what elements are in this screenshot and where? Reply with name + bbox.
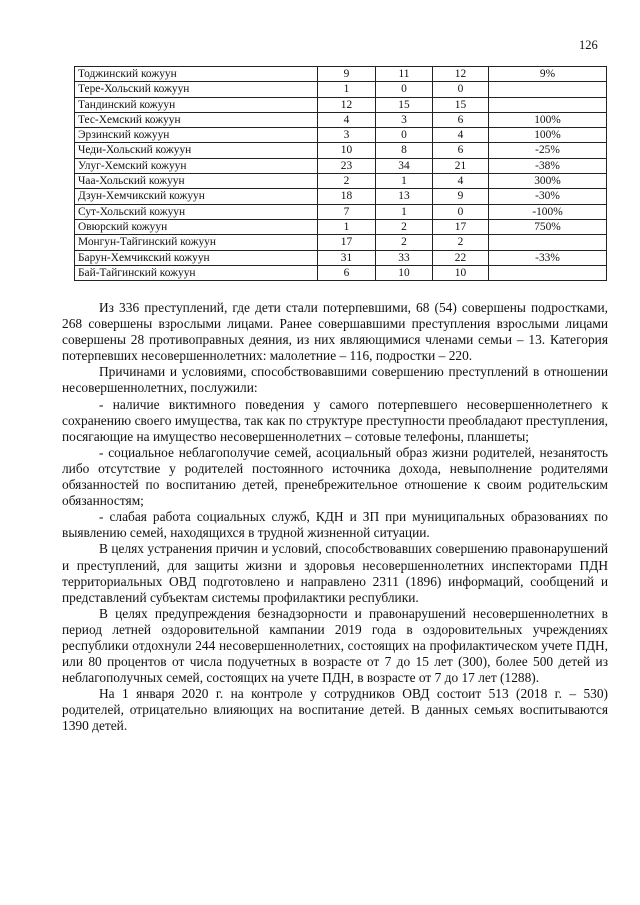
value-cell: 0 <box>433 204 489 219</box>
value-cell: 23 <box>318 158 376 173</box>
table-row <box>75 128 607 143</box>
value-cell: 31 <box>318 250 376 265</box>
district-statistics-table <box>74 66 607 281</box>
value-cell <box>489 82 607 97</box>
value-cell: 9 <box>318 67 376 82</box>
value-cell: -38% <box>489 158 607 173</box>
value-cell: 15 <box>376 97 433 112</box>
table-row <box>75 235 607 250</box>
value-cell: -33% <box>489 250 607 265</box>
value-cell: 6 <box>318 265 376 280</box>
district-name-cell: Улуг-Хемский кожуун <box>75 158 318 173</box>
value-cell: -100% <box>489 204 607 219</box>
district-name-cell: Барун-Хемчикский кожуун <box>75 250 318 265</box>
district-name-cell: Тоджинский кожуун <box>75 67 318 82</box>
paragraph: На 1 января 2020 г. на контроле у сотрудников ОВД состоит 513 (2018 г. – 530) родителей, отрицательно влияющих на воспитание детей. В данных семьях воспитываются 1390 детей. <box>62 686 608 734</box>
body-text <box>62 300 608 735</box>
value-cell: 2 <box>376 235 433 250</box>
district-name-cell: Тандинский кожуун <box>75 97 318 112</box>
value-cell: 0 <box>376 82 433 97</box>
table-row <box>75 265 607 280</box>
value-cell: 750% <box>489 219 607 234</box>
value-cell: 4 <box>318 112 376 127</box>
district-name-cell: Овюрский кожуун <box>75 219 318 234</box>
value-cell: 18 <box>318 189 376 204</box>
district-name-cell: Дзун-Хемчикский кожуун <box>75 189 318 204</box>
value-cell: 1 <box>318 82 376 97</box>
paragraph: Причинами и условиями, способствовавшими совершению преступлений в отношении несовершеннолетних, послужили: <box>62 364 608 396</box>
value-cell: 2 <box>433 235 489 250</box>
value-cell: 0 <box>376 128 433 143</box>
value-cell: 12 <box>433 67 489 82</box>
value-cell: 15 <box>433 97 489 112</box>
table-row <box>75 97 607 112</box>
value-cell: 9 <box>433 189 489 204</box>
value-cell <box>489 97 607 112</box>
value-cell: 3 <box>318 128 376 143</box>
table-row <box>75 189 607 204</box>
value-cell: 13 <box>376 189 433 204</box>
value-cell: 17 <box>433 219 489 234</box>
value-cell: 17 <box>318 235 376 250</box>
value-cell: 11 <box>376 67 433 82</box>
district-name-cell: Бай-Тайгинский кожуун <box>75 265 318 280</box>
paragraph: В целях предупреждения безнадзорности и правонарушений несовершеннолетних в период летней оздоровительной кампании 2019 года в оздоровительных учреждениях республики отдохнули 244 несовершеннолетних, состоящих на профилактическом учете ПДН, или 80 процентов от числа подучетных в возрасте от 7 до 15 лет (300), более 500 детей из неблагополучных семей, состоящих на учете ПДН, в возрасте от 7 до 17 лет (1288). <box>62 605 608 686</box>
value-cell: 33 <box>376 250 433 265</box>
value-cell <box>489 235 607 250</box>
table-row <box>75 250 607 265</box>
table-row <box>75 82 607 97</box>
page-number: 126 <box>579 38 598 52</box>
table-row <box>75 143 607 158</box>
value-cell: 100% <box>489 112 607 127</box>
table-row <box>75 219 607 234</box>
value-cell: 3 <box>376 112 433 127</box>
table-row <box>75 112 607 127</box>
paragraph: Из 336 преступлений, где дети стали потерпевшими, 68 (54) совершены подростками, 268 совершены взрослыми лицами. Ранее совершавшими преступления взрослыми лицами совершены 28 противоправных деяния, из них являющимися членами семьи – 13. Категория потерпевших несовершеннолетних: малолетние – 116, подростки – 220. <box>62 300 608 364</box>
paragraph: - наличие виктимного поведения у самого потерпевшего несовершеннолетнего к сохранению своего имущества, так как по структуре преступности преобладают преступления, посягающие на имущество несовершеннолетних – сотовые телефоны, планшеты; <box>62 396 608 444</box>
value-cell: 100% <box>489 128 607 143</box>
district-name-cell: Монгун-Тайгинский кожуун <box>75 235 318 250</box>
table-row <box>75 204 607 219</box>
value-cell <box>489 265 607 280</box>
paragraph: - социальное неблагополучие семей, асоциальный образ жизни родителей, незанятость либо отсутствие у родителей постоянного источника дохода, невыполнение родителями обязанностей по воспитанию детей, пренебрежительное отношение к своим родительским обязанностям; <box>62 444 608 509</box>
table-row <box>75 158 607 173</box>
value-cell: 4 <box>433 128 489 143</box>
value-cell: 10 <box>376 265 433 280</box>
value-cell: 4 <box>433 174 489 189</box>
value-cell: -30% <box>489 189 607 204</box>
value-cell: 8 <box>376 143 433 158</box>
value-cell: 34 <box>376 158 433 173</box>
value-cell: 1 <box>376 204 433 219</box>
value-cell: 6 <box>433 143 489 158</box>
district-name-cell: Чаа-Хольский кожуун <box>75 174 318 189</box>
district-name-cell: Тере-Хольский кожуун <box>75 82 318 97</box>
paragraph: В целях устранения причин и условий, способствовавших совершению правонарушений и преступлений, для защиты жизни и здоровья несовершеннолетних инспекторами ПДН территориальных ОВД подготовлено и направлено 2311 (1896) информаций, сообщений и представлений субъектам системы профилактики республики. <box>62 541 608 605</box>
value-cell: 7 <box>318 204 376 219</box>
value-cell: 2 <box>318 174 376 189</box>
value-cell: 10 <box>433 265 489 280</box>
value-cell: 9% <box>489 67 607 82</box>
value-cell: 12 <box>318 97 376 112</box>
value-cell: 300% <box>489 174 607 189</box>
value-cell: 0 <box>433 82 489 97</box>
value-cell: 22 <box>433 250 489 265</box>
table-row <box>75 67 607 82</box>
district-name-cell: Сут-Хольский кожуун <box>75 204 318 219</box>
district-name-cell: Тес-Хемский кожуун <box>75 112 318 127</box>
table-row <box>75 174 607 189</box>
value-cell: 2 <box>376 219 433 234</box>
value-cell: 21 <box>433 158 489 173</box>
value-cell: -25% <box>489 143 607 158</box>
value-cell: 1 <box>318 219 376 234</box>
value-cell: 6 <box>433 112 489 127</box>
district-name-cell: Чеди-Хольский кожуун <box>75 143 318 158</box>
value-cell: 1 <box>376 174 433 189</box>
district-name-cell: Эрзинский кожуун <box>75 128 318 143</box>
paragraph: - слабая работа социальных служб, КДН и ЗП при муниципальных образованиях по выявлению семей, находящихся в трудной жизненной ситуации. <box>62 509 608 541</box>
value-cell: 10 <box>318 143 376 158</box>
